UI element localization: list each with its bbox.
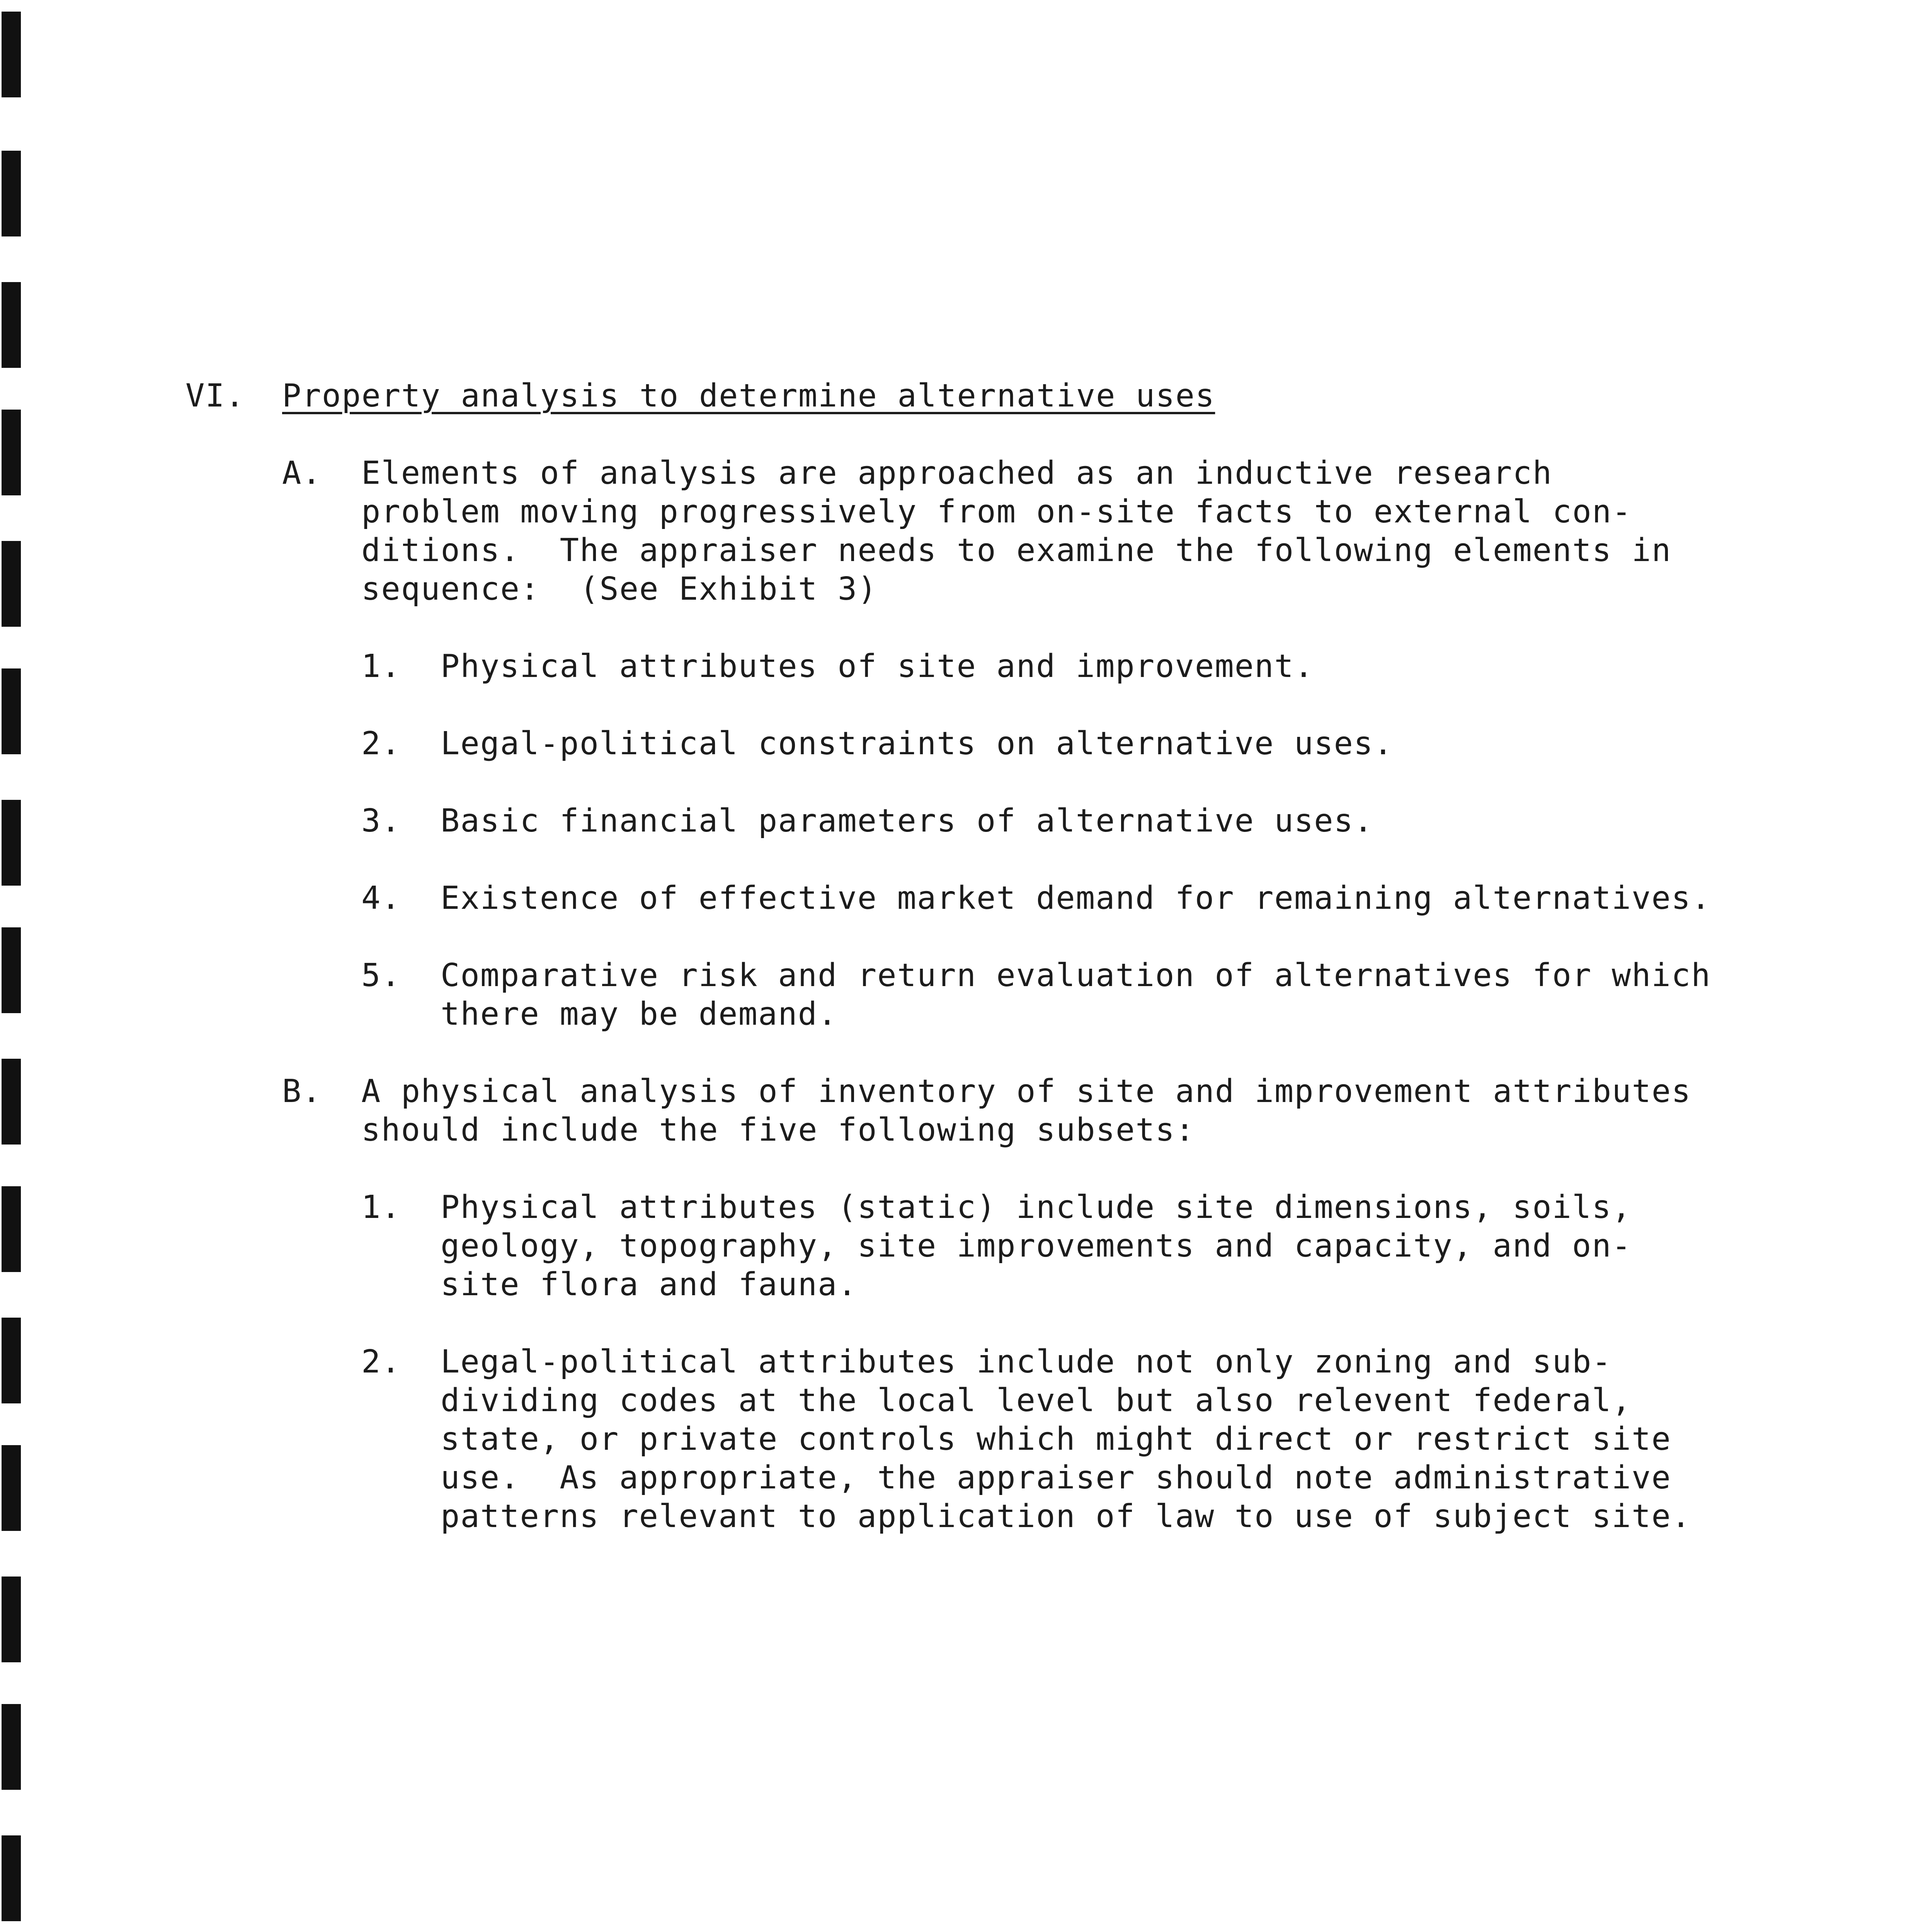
- item-a-sub-text: there may be demand.: [441, 996, 838, 1032]
- item-b-sub-text: geology, topography, site improvements and capacity, and on-: [441, 1228, 1632, 1264]
- item-a-sub-number: 3.: [361, 803, 401, 839]
- item-a-sub-number: 1.: [361, 648, 401, 685]
- item-b-sub-text: state, or private controls which might direct or restrict site: [441, 1421, 1671, 1458]
- item-b-sub-text: dividing codes at the local level but also relevent federal,: [441, 1382, 1632, 1419]
- item-b-line: should include the five following subsets:: [361, 1112, 1195, 1148]
- item-a-sub-number: 4.: [361, 880, 401, 917]
- item-b-sub-text: patterns relevant to application of law to use of subject site.: [441, 1498, 1691, 1535]
- item-a-line: ditions. The appraiser needs to examine the following elements in: [361, 532, 1672, 569]
- item-b-sub-text: use. As appropriate, the appraiser should note administrative: [441, 1459, 1671, 1496]
- item-a-sub-text: Legal-political constraints on alternative uses.: [441, 725, 1394, 762]
- item-b-label: B.: [282, 1073, 322, 1110]
- item-b-sub-text: Legal-political attributes include not only zoning and sub-: [441, 1344, 1612, 1380]
- item-b-sub-number: 2.: [361, 1344, 401, 1380]
- item-b-sub-text: site flora and fauna.: [441, 1266, 858, 1303]
- item-b-sub-number: 1.: [361, 1189, 401, 1226]
- item-b-line: A physical analysis of inventory of site and improvement attributes: [361, 1073, 1691, 1110]
- item-a-line: problem moving progressively from on-site facts to external con-: [361, 493, 1632, 530]
- item-a-line: Elements of analysis are approached as an inductive research: [361, 455, 1553, 492]
- item-a-sub-text: Comparative risk and return evaluation of alternatives for which: [441, 957, 1711, 994]
- item-a-label: A.: [282, 455, 322, 492]
- item-a-line: sequence: (See Exhibit 3): [361, 571, 878, 607]
- section-title: Property analysis to determine alternative uses: [282, 378, 1215, 414]
- item-a-sub-text: Physical attributes of site and improvement.: [441, 648, 1314, 685]
- item-a-sub-number: 2.: [361, 725, 401, 762]
- item-a-sub-text: Existence of effective market demand for remaining alternatives.: [441, 880, 1711, 917]
- item-a-sub-text: Basic financial parameters of alternative uses.: [441, 803, 1374, 839]
- section-numeral: VI.: [185, 378, 245, 414]
- item-a-sub-number: 5.: [361, 957, 401, 994]
- item-b-sub-text: Physical attributes (static) include site dimensions, soils,: [441, 1189, 1632, 1226]
